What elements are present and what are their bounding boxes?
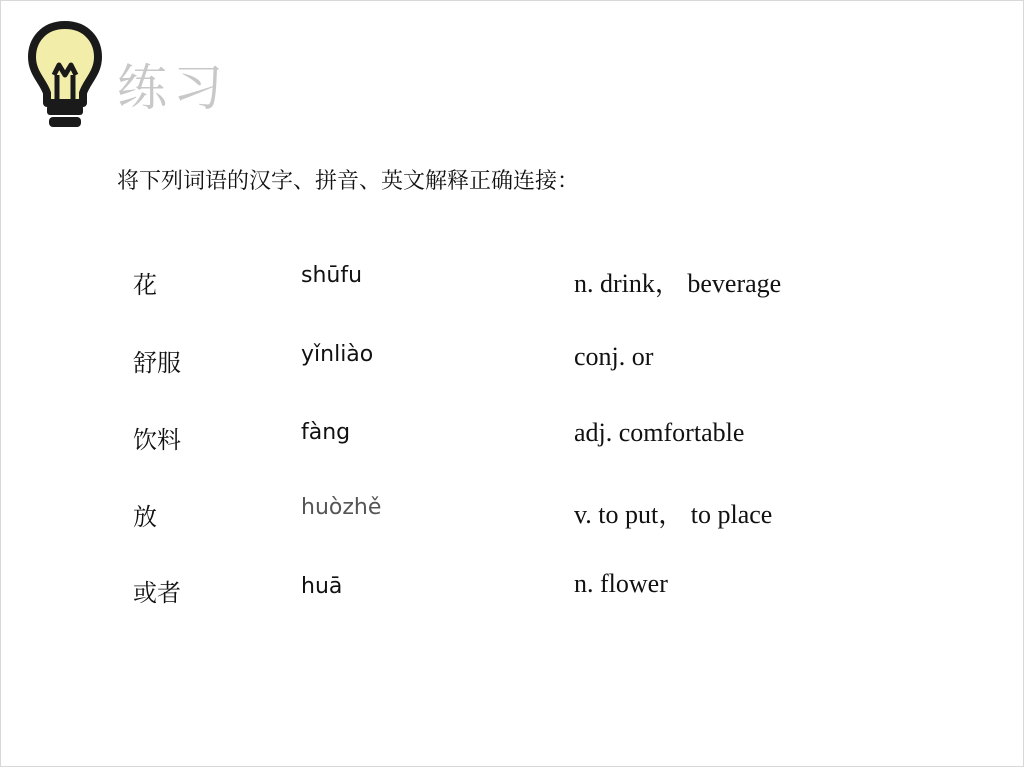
lightbulb-icon: [27, 19, 103, 135]
english-item: n. drink， beverage: [574, 269, 782, 298]
english-item: adj. comfortable: [574, 418, 745, 447]
hanzi-item: 舒服: [133, 349, 181, 377]
hanzi-item: 或者: [133, 579, 181, 607]
pinyin-item: huā: [301, 574, 343, 599]
hanzi-item: 饮料: [133, 426, 181, 454]
english-item: conj. or: [574, 342, 654, 371]
hanzi-item: 花: [133, 271, 157, 299]
hanzi-item: 放: [133, 503, 157, 531]
pinyin-item: shūfu: [301, 263, 363, 288]
english-item: v. to put， to place: [574, 500, 773, 529]
page-title: 练习: [117, 59, 229, 117]
instruction-text: 将下列词语的汉字、拼音、英文解释正确连接：: [117, 169, 580, 194]
pinyin-item: yǐnliào: [301, 342, 374, 367]
english-item: n. flower: [574, 569, 668, 598]
pinyin-item: huòzhě: [301, 495, 382, 520]
pinyin-item: fàng: [301, 420, 351, 445]
